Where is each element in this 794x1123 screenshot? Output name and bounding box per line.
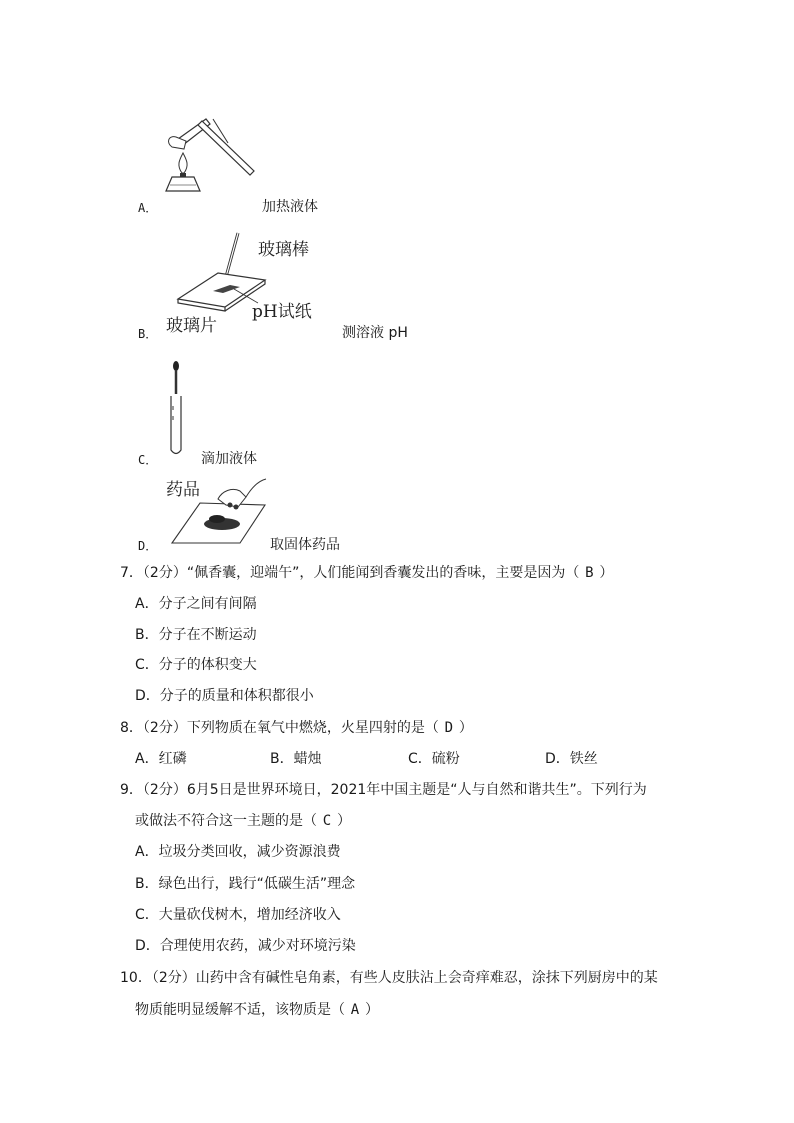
q8-answer: D [444, 720, 454, 736]
q8-option-d: D．铁丝 [545, 751, 598, 767]
q7-option-a: A．分子之间有间隔 [135, 596, 257, 612]
label-ph-paper: pH试纸 [252, 302, 312, 322]
q9-option-b: B．绿色出行，践行“低碳生活”理念 [135, 876, 356, 892]
figure-dropper [163, 358, 193, 458]
q10-answer: A [350, 1002, 360, 1018]
option-c-caption: 滴加液体 [201, 451, 257, 467]
q8-stem-suffix: ） [458, 720, 473, 736]
q10-stem-line2 [135, 999, 379, 1019]
label-glass-slide: 玻璃片 [166, 316, 217, 336]
q9-answer: C [322, 813, 332, 829]
option-a-caption: 加热液体 [262, 199, 318, 215]
q7-stem-prefix: 7．（2分）“佩香囊，迎端午”，人们能闻到香囊发出的香味，主要是因为（ [120, 565, 580, 581]
option-d-caption: 取固体药品 [270, 537, 340, 553]
label-drug: 药品 [166, 480, 200, 500]
q8-stem-prefix: 8．（2分）下列物质在氧气中燃烧，火星四射的是（ [120, 720, 439, 736]
q8-option-c: C．硫粉 [408, 751, 460, 767]
option-d-letter: D． [138, 539, 158, 553]
q7-option-c: C．分子的体积变大 [135, 657, 257, 673]
q10-stem-suffix: ） [365, 1002, 379, 1018]
q8-stem [120, 717, 473, 737]
q9-stem-suffix: ） [337, 813, 351, 829]
q7-stem [120, 562, 613, 582]
q9-stem-line2 [135, 810, 351, 830]
q7-option-b: B．分子在不断运动 [135, 627, 257, 643]
q9-option-c: C．大量砍伐树木，增加经济收入 [135, 907, 341, 923]
q9-option-d: D．合理使用农药，减少对环境污染 [135, 938, 356, 954]
q9-option-a: A．垃圾分类回收，减少资源浪费 [135, 844, 341, 860]
q7-answer: B [585, 565, 594, 581]
q8-option-b: B．蜡烛 [270, 751, 322, 767]
figure-heating-liquid [158, 113, 268, 193]
q7-option-d: D．分子的质量和体积都很小 [135, 688, 314, 704]
q8-option-a: A．红磷 [135, 751, 187, 767]
option-b-caption: 测溶液 pH [342, 325, 408, 341]
q9-stem-line1: 9．（2分）6月5日是世界环境日，2021年中国主题是“人与自然和谐共生”。下列行为 [120, 782, 647, 798]
option-b-letter: B． [138, 327, 158, 341]
q9-stem-prefix: 或做法不符合这一主题的是（ [135, 813, 317, 829]
option-a-letter: A． [138, 201, 158, 215]
q7-stem-suffix: ） [599, 565, 614, 581]
q10-stem-line1: 10．（2分）山药中含有碱性皂角素，有些人皮肤沾上会奇痒难忍，涂抹下列厨房中的某 [120, 970, 658, 986]
label-glass-rod: 玻璃棒 [258, 240, 309, 260]
q10-stem-prefix: 物质能明显缓解不适，该物质是（ [135, 1002, 345, 1018]
option-c-letter: C． [138, 453, 158, 467]
figure-solid-medicine [160, 477, 270, 547]
figure-ph-test [158, 225, 358, 340]
